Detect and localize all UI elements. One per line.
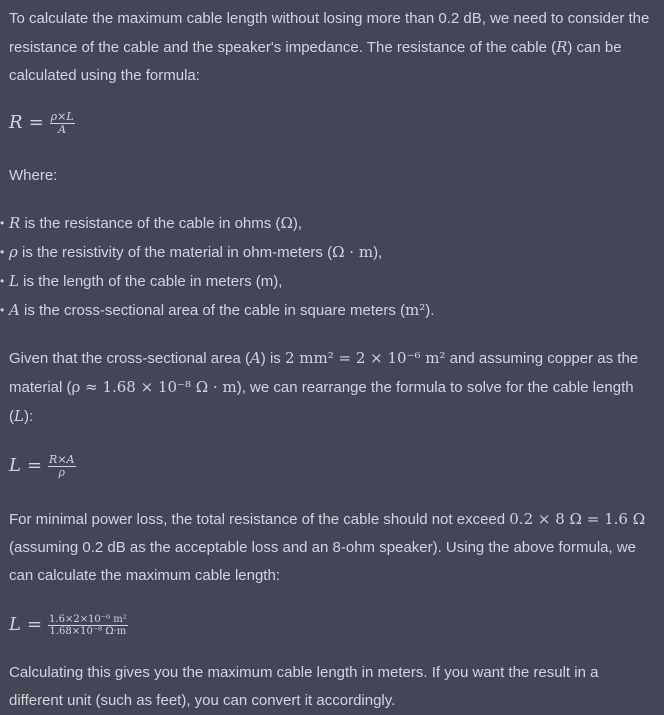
bullet-text: is the cross-sectional area of the cable in square meters ( [19, 302, 406, 319]
list-item [1, 209, 655, 238]
intro-text-2: ) can be calculated using the formula: [9, 39, 622, 84]
bullet-text: is the resistance of the cable in ohms ( [20, 215, 281, 232]
given-text-2: ) is [260, 350, 285, 367]
bullet-tail: ), [292, 215, 303, 232]
equals-sign: = [28, 112, 44, 133]
bullet-text: is the resistivity of the material in ohm-meters ( [17, 244, 333, 261]
given-paragraph [9, 344, 655, 431]
formula-length [9, 451, 655, 481]
area-expression: 2 mm² = 2 × 10⁻⁶ m² [284, 349, 446, 367]
formula3-numerator: 1.6×2×10⁻⁶ m² [49, 613, 127, 625]
intro-text-1: To calculate the maximum cable length without losing more than 0.2 dB, we need to consider the resistance of the cable and the speaker's impedance. The resistance of the cable ( [9, 10, 650, 56]
resistivity-expression: ρ ≈ 1.68 × 10⁻⁸ Ω · m [71, 378, 237, 396]
bullet-tail: ). [425, 302, 435, 319]
formula1-denominator: A [58, 122, 67, 136]
formula1-lhs: R [9, 112, 23, 133]
minimal-paragraph [9, 505, 655, 590]
given-text-5: ): [23, 408, 34, 425]
equals-sign: = [26, 455, 43, 476]
formula2-denominator: ρ [58, 465, 65, 479]
bullet-var: ρ [9, 243, 18, 261]
definitions-list [9, 209, 655, 325]
formula2-numerator: R×A [49, 452, 75, 466]
formula2-lhs: L [9, 455, 21, 476]
formula3-fraction [48, 614, 128, 637]
formula1-fraction [50, 111, 75, 136]
formula-resistance [9, 108, 655, 138]
minimal-text-2: (assuming 0.2 dB as the acceptable loss and an 8-ohm speaker). Using the above formula, we can calculate the maximum cable length: [9, 539, 637, 584]
given-var-l: L [14, 407, 24, 425]
bullet-var: L [9, 272, 19, 290]
bullet-tail: ), [373, 244, 383, 261]
formula-calculation [9, 609, 655, 641]
given-text-4: ), we can rearrange the formula to solve for the cable length ( [9, 379, 634, 425]
formula1-numerator: ρ×L [50, 109, 74, 123]
given-var-a: A [249, 349, 261, 367]
list-item [1, 296, 655, 325]
bullet-unit: Ω [280, 214, 293, 232]
where-label: Where: [9, 167, 58, 184]
formula3-lhs: L [9, 614, 21, 635]
intro-paragraph [9, 5, 655, 90]
bullet-var: R [9, 214, 21, 232]
minimal-text-1: For minimal power loss, the total resistance of the cable should not exceed [9, 511, 510, 528]
bullet-var: A [9, 301, 20, 319]
formula2-fraction [48, 454, 75, 479]
equals-sign: = [26, 614, 43, 635]
conclusion-paragraph: Calculating this gives you the maximum cable length in meters. If you want the result in a different unit (such as feet), you can convert it accordingly. [9, 664, 599, 709]
given-text-3: and assuming copper as the material ( [9, 350, 639, 396]
bullet-unit: m² [405, 301, 426, 319]
resistance-expression: 0.2 × 8 Ω = 1.6 Ω [509, 510, 646, 528]
intro-var-r: R [556, 38, 568, 56]
list-item [1, 238, 655, 267]
given-text-1: Given that the cross-sectional area ( [9, 350, 250, 367]
list-item [1, 267, 655, 296]
bullet-unit: Ω · m [332, 243, 374, 261]
formula3-denominator: 1.68×10⁻⁸ Ω·m [49, 625, 127, 637]
bullet-text: is the length of the cable in meters (m), [18, 273, 283, 290]
